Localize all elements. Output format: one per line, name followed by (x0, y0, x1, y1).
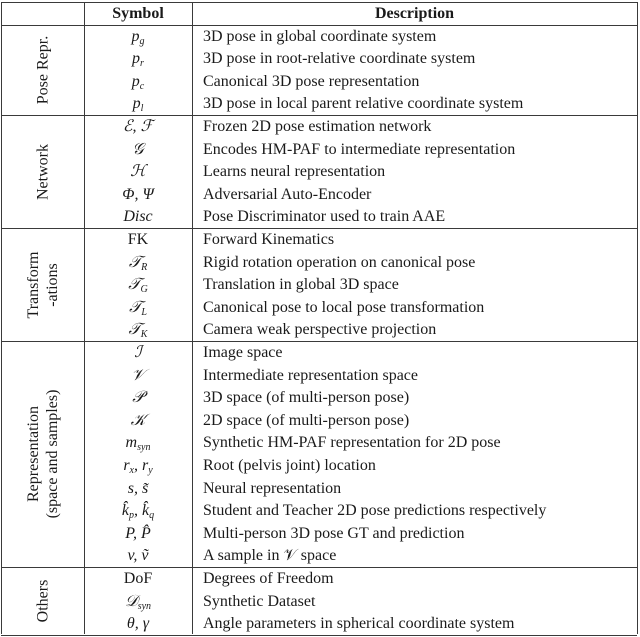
header-description: Description (374, 5, 455, 22)
symbol-cell (84, 274, 192, 297)
symbol-text: p (132, 50, 141, 68)
description-cell: Learns neural representation (203, 163, 386, 181)
symbol-text: r (123, 456, 130, 474)
symbol-subscript: y (148, 464, 153, 476)
description-cell: Root (pelvis joint) location (203, 456, 376, 474)
symbol-text: m (125, 434, 138, 452)
symbol-cell (84, 252, 192, 275)
symbol-cell (84, 342, 192, 365)
group-label-cell (1, 115, 84, 228)
description-cell: Multi-person 3D pose GT and prediction (203, 524, 465, 542)
symbol-cell (84, 591, 192, 614)
symbol-cell (84, 297, 192, 320)
description-cell: 3D pose in global coordinate system (203, 27, 437, 45)
group-label-line: Representation (24, 406, 42, 503)
symbol-cell (84, 229, 192, 252)
symbol-text: Disc (123, 208, 153, 226)
symbol-column-divider (192, 2, 193, 634)
description-cell: Synthetic Dataset (203, 592, 316, 610)
symbol-text: k̂ (121, 502, 129, 520)
symbol-text: 𝒱 (131, 366, 145, 384)
symbol-subscript: syn (137, 442, 151, 454)
symbol-subscript: q (149, 510, 155, 522)
symbol-cell (84, 455, 192, 478)
symbol-cell (84, 523, 192, 546)
description-cell: Rigid rotation operation on canonical pose (203, 253, 476, 271)
symbol-text: θ, γ (126, 615, 150, 633)
description-cell: 3D pose in root-relative coordinate system (203, 50, 476, 68)
right-border (637, 2, 638, 634)
symbol-text: P, P̂ (125, 524, 151, 542)
group-label (33, 144, 52, 200)
group-label-line: Network (34, 143, 51, 200)
symbol-cell (84, 613, 192, 636)
symbol-cell (84, 410, 192, 433)
group-label-line: Others (34, 579, 51, 623)
symbol-text: ℰ, ℱ (122, 117, 154, 135)
symbol-text: , r (134, 456, 149, 474)
symbol-cell (84, 478, 192, 501)
table-top-border (1, 2, 637, 3)
symbol-cell (84, 432, 192, 455)
group-label (33, 580, 52, 623)
symbol-text: p (131, 27, 140, 45)
description-cell: 2D space (of multi-person pose) (203, 411, 410, 429)
symbol-cell (84, 71, 192, 94)
group-label-line: -ations (43, 263, 61, 307)
symbol-text: p (131, 72, 140, 90)
symbol-subscript: c (139, 80, 145, 92)
description-cell: Adversarial Auto-Encoder (203, 185, 372, 203)
description-cell: Intermediate representation space (203, 366, 418, 384)
symbol-cell (84, 184, 192, 207)
description-cell: Translation in global 3D space (203, 276, 399, 294)
description-cell: Angle parameters in spherical coordinate system (203, 615, 515, 633)
description-cell: Neural representation (203, 479, 342, 497)
symbol-cell (84, 48, 192, 71)
symbol-subscript: l (140, 103, 144, 115)
symbol-cell (84, 139, 192, 162)
group-label-cell (1, 341, 84, 567)
description-cell: Pose Discriminator used to train AAE (203, 208, 446, 226)
group-label-line: Transform (24, 251, 42, 319)
group-label-cell (1, 25, 84, 115)
symbol-cell (84, 26, 192, 49)
group-label-cell (1, 567, 84, 635)
symbol-cell (84, 116, 192, 139)
description-cell: Forward Kinematics (203, 230, 335, 248)
symbol-text: 𝒢 (132, 140, 144, 158)
symbol-text: 𝒯 (128, 253, 142, 271)
symbol-cell (84, 500, 192, 523)
symbol-text: 𝒯 (129, 298, 142, 316)
symbol-subscript: r (140, 58, 144, 70)
symbol-text: DoF (123, 569, 153, 587)
symbol-cell (84, 387, 192, 410)
symbol-text: 𝒟 (124, 592, 138, 610)
header-symbol: Symbol (112, 5, 164, 22)
symbol-text: Φ, Ψ (122, 185, 154, 203)
group-label (24, 251, 62, 318)
symbol-text: 𝒯 (128, 321, 141, 339)
symbol-text: s, s̃ (127, 479, 149, 497)
description-cell: Student and Teacher 2D pose predictions respectively (203, 502, 547, 520)
symbol-text: , k̂ (134, 502, 150, 520)
symbol-subscript: syn (137, 600, 152, 612)
symbol-text: FK (127, 230, 149, 248)
group-label (33, 36, 52, 104)
symbol-cell (84, 319, 192, 342)
symbol-text: ℐ (134, 343, 142, 361)
group-label-line: Pose Repr. (34, 35, 51, 105)
description-cell: Encodes HM-PAF to intermediate representation (203, 140, 516, 158)
symbol-cell (84, 161, 192, 184)
left-border (1, 2, 2, 634)
symbol-cell (84, 568, 192, 591)
description-cell: 3D space (of multi-person pose) (203, 389, 410, 407)
group-label-cell (1, 228, 84, 341)
description-cell: Canonical pose to local pose transformation (203, 298, 485, 316)
symbol-text: p (132, 95, 141, 113)
description-cell: Camera weak perspective projection (203, 321, 437, 339)
notation-table (1, 2, 637, 634)
symbol-subscript: p (129, 510, 134, 522)
symbol-text: 𝒦 (130, 411, 146, 429)
symbol-subscript: R (141, 261, 148, 273)
symbol-text: 𝒫 (132, 389, 144, 407)
description-cell: Frozen 2D pose estimation network (203, 117, 432, 135)
symbol-cell (84, 365, 192, 388)
symbol-subscript: L (141, 306, 147, 318)
symbol-subscript: x (129, 464, 134, 476)
symbol-subscript: g (139, 35, 145, 47)
symbol-text: ℋ (130, 163, 146, 181)
symbol-cell (84, 206, 192, 229)
group-label (24, 390, 62, 519)
symbol-subscript: K (140, 329, 148, 341)
description-cell: 3D pose in local parent relative coordinate system (203, 95, 524, 113)
description-cell: A sample in 𝒱 space (203, 547, 337, 565)
group-divider (1, 635, 637, 636)
group-label-line: (space and samples) (43, 389, 61, 519)
group-column-divider (84, 2, 85, 634)
description-cell: Image space (203, 343, 283, 361)
symbol-text: v, ṽ (127, 547, 149, 565)
symbol-cell (84, 93, 192, 116)
description-cell: Canonical 3D pose representation (203, 72, 420, 90)
description-cell: Synthetic HM-PAF representation for 2D pose (203, 434, 501, 452)
symbol-subscript: G (140, 284, 148, 296)
description-cell: Degrees of Freedom (203, 569, 334, 587)
symbol-cell (84, 545, 192, 568)
symbol-text: 𝒯 (128, 276, 141, 294)
